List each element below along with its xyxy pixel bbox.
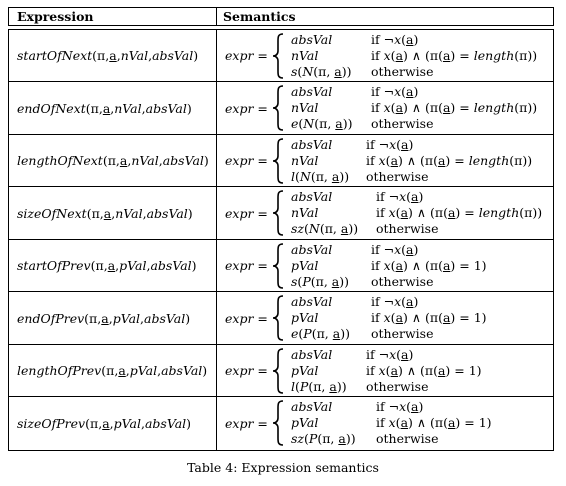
case-condition: otherwise — [371, 326, 434, 341]
case-condition: if x(a) ∧ (π(a) = length(π)) — [371, 48, 538, 63]
column-divider — [216, 30, 217, 81]
table-header — [8, 7, 554, 26]
case-condition: if ¬x(a) — [371, 242, 419, 257]
left-brace — [271, 33, 285, 79]
table-row — [9, 240, 553, 292]
table-row — [9, 345, 553, 397]
case-condition: if x(a) ∧ (π(a) = length(π)) — [366, 153, 533, 168]
case-condition: otherwise — [366, 169, 429, 184]
case-value: nVal — [291, 100, 319, 115]
case-value: absVal — [291, 189, 333, 204]
function-name: lengthOfPrev — [17, 363, 102, 378]
semantics-lhs: expr = — [225, 48, 268, 63]
case-value: absVal — [291, 294, 333, 309]
case-value: e(P(π, a)) — [291, 326, 350, 341]
case-condition: if x(a) ∧ (π(a) = 1) — [371, 258, 487, 273]
case-condition: if ¬x(a) — [371, 294, 419, 309]
value-param: nVal — [114, 100, 142, 116]
case-condition: if ¬x(a) — [371, 32, 419, 47]
left-brace — [271, 295, 285, 341]
case-value: pVal — [291, 363, 319, 378]
case-condition: if ¬x(a) — [371, 84, 419, 99]
case-value: absVal — [291, 242, 333, 257]
case-condition: if x(a) ∧ (π(a) = 1) — [376, 415, 492, 430]
value-param: nVal — [115, 205, 143, 221]
case-value: pVal — [291, 415, 319, 430]
left-brace — [271, 348, 285, 394]
left-brace — [271, 243, 285, 289]
function-name: endOfNext — [17, 100, 86, 116]
table-row — [9, 187, 553, 240]
value-param: nVal — [120, 48, 149, 63]
table-caption: Table 4: Expression semantics — [187, 460, 379, 475]
column-divider — [216, 187, 217, 239]
case-condition: if x(a) ∧ (π(a) = length(π)) — [371, 100, 538, 115]
table-body — [8, 29, 554, 451]
case-value: l(N(π, a)) — [291, 169, 350, 184]
case-condition: otherwise — [371, 274, 434, 289]
case-value: absVal — [291, 84, 333, 99]
case-condition: if ¬x(a) — [376, 399, 424, 414]
value-param: pVal — [129, 363, 158, 378]
table-row — [9, 82, 553, 135]
column-divider — [216, 82, 217, 134]
header-expression: Expression — [17, 9, 94, 24]
semantics-lhs: expr = — [225, 258, 268, 273]
case-value: absVal — [291, 32, 333, 47]
left-brace — [271, 138, 285, 184]
function-name: sizeOfNext — [17, 205, 87, 221]
expression-cell: endOfPrev (π, a , pVal , absVal ) — [17, 310, 191, 326]
header-semantics: Semantics — [223, 9, 296, 24]
expression-cell: sizeOfNext (π, a , nVal , absVal ) — [17, 205, 193, 221]
case-value: pVal — [291, 258, 319, 273]
semantics-lhs: expr = — [225, 205, 268, 221]
expression-cell: startOfNext (π, a , nVal , absVal ) — [17, 48, 199, 63]
semantics-lhs: expr = — [225, 416, 268, 431]
value-param: pVal — [113, 416, 141, 431]
case-value: s(P(π, a)) — [291, 274, 349, 289]
function-name: startOfPrev — [17, 258, 91, 273]
case-condition: if ¬x(a) — [366, 137, 414, 152]
case-value: absVal — [291, 347, 333, 362]
column-divider — [216, 397, 217, 450]
table-row — [9, 30, 553, 82]
semantics-lhs: expr = — [225, 310, 268, 326]
case-condition: if x(a) ∧ (π(a) = 1) — [371, 310, 487, 325]
case-condition: otherwise — [371, 116, 434, 131]
left-brace — [271, 85, 285, 131]
expression-cell: lengthOfNext (π, a , nVal , absVal ) — [17, 153, 209, 168]
case-condition: otherwise — [376, 431, 439, 446]
left-brace — [271, 190, 285, 236]
column-divider — [216, 292, 217, 344]
expression-cell: sizeOfPrev (π, a , pVal , absVal ) — [17, 416, 192, 431]
case-condition: if ¬x(a) — [376, 189, 424, 204]
semantics-lhs: expr = — [225, 100, 268, 116]
expression-cell: lengthOfPrev (π, a , pVal , absVal ) — [17, 363, 208, 378]
semantics-lhs: expr = — [225, 153, 268, 168]
case-value: pVal — [291, 310, 319, 325]
function-name: endOfPrev — [17, 310, 85, 326]
value-param: pVal — [119, 258, 147, 273]
case-condition: if x(a) ∧ (π(a) = length(π)) — [376, 205, 543, 220]
semantics-lhs: expr = — [225, 363, 268, 378]
case-condition: if ¬x(a) — [366, 347, 414, 362]
value-param: nVal — [131, 153, 159, 168]
column-divider — [216, 345, 217, 396]
case-value: l(P(π, a)) — [291, 379, 347, 394]
case-condition: otherwise — [376, 221, 439, 236]
case-value: absVal — [291, 399, 333, 414]
case-condition: otherwise — [371, 64, 434, 79]
case-condition: if x(a) ∧ (π(a) = 1) — [366, 363, 482, 378]
case-condition: otherwise — [366, 379, 429, 394]
case-value: sz(P(π, a)) — [291, 431, 356, 446]
case-value: nVal — [291, 205, 319, 220]
case-value: nVal — [291, 153, 319, 168]
value-param: pVal — [112, 310, 141, 326]
expression-cell: endOfNext (π, a , nVal , absVal ) — [17, 100, 192, 116]
function-name: lengthOfNext — [17, 153, 103, 168]
column-divider — [216, 240, 217, 291]
expression-cell: startOfPrev (π, a , pVal , absVal ) — [17, 258, 197, 273]
case-value: e(N(π, a)) — [291, 116, 353, 131]
table-row — [9, 397, 553, 450]
function-name: startOfNext — [17, 48, 93, 63]
column-divider — [216, 135, 217, 186]
function-name: sizeOfPrev — [17, 416, 86, 431]
left-brace — [271, 400, 285, 446]
case-value: nVal — [291, 48, 319, 63]
table-row — [9, 292, 553, 345]
table-row — [9, 135, 553, 187]
case-value: absVal — [291, 137, 333, 152]
header-divider — [216, 8, 217, 25]
case-value: sz(N(π, a)) — [291, 221, 359, 236]
case-value: s(N(π, a)) — [291, 64, 352, 79]
